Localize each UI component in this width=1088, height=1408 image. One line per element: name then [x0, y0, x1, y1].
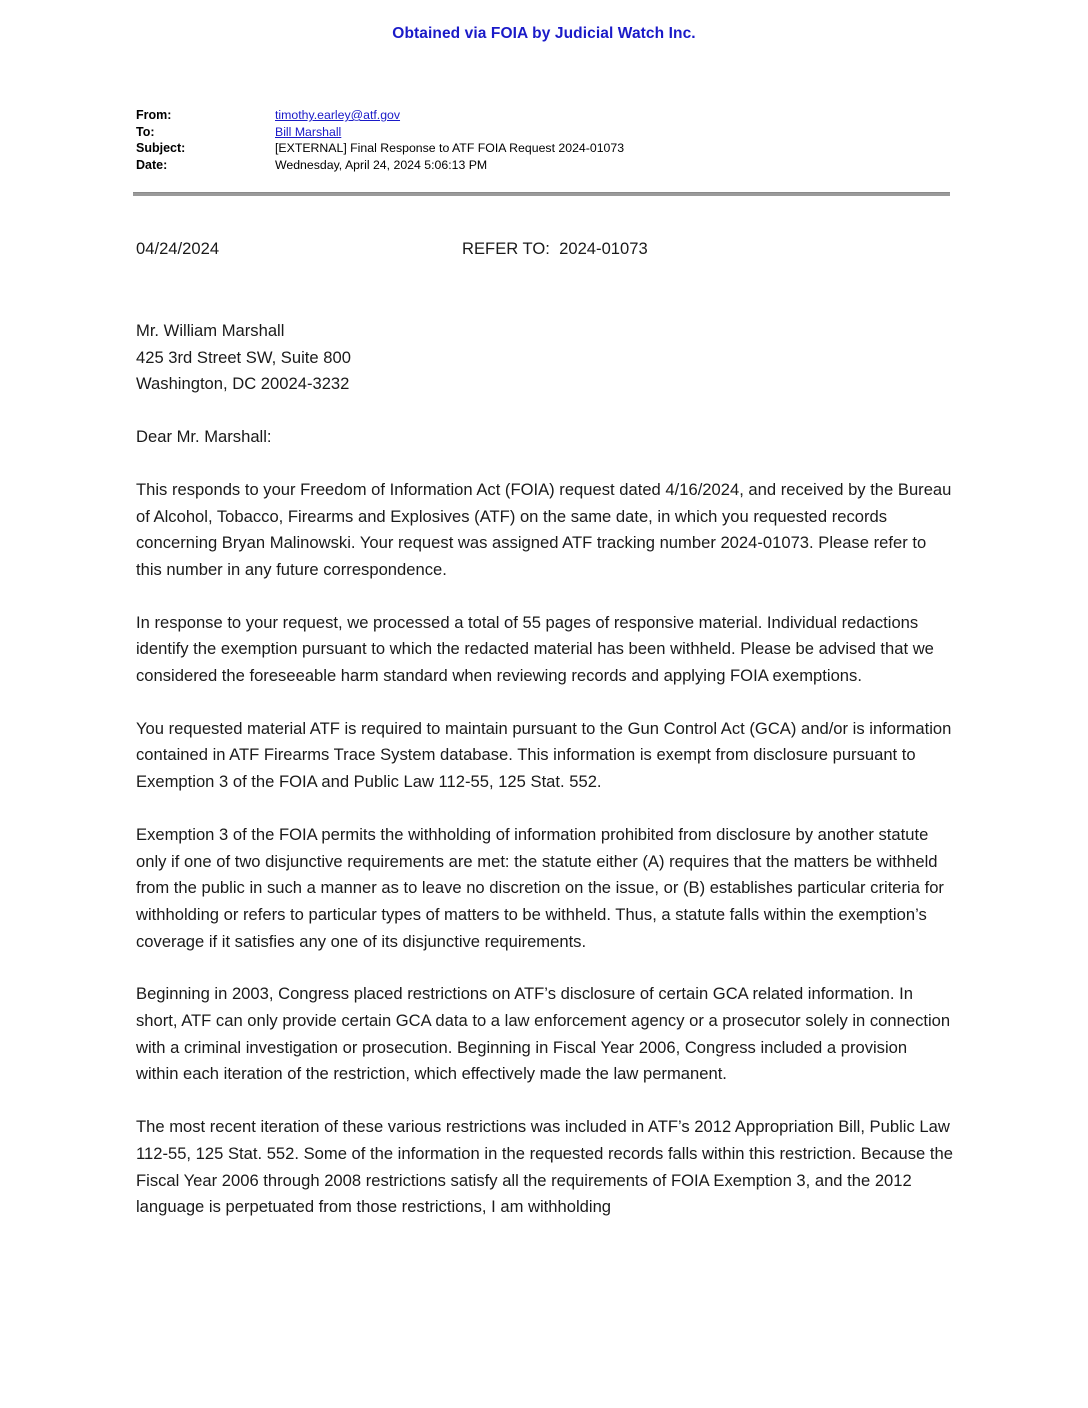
letter-refer-to: REFER TO: 2024-01073 [462, 239, 648, 258]
email-header-row-to [136, 124, 956, 141]
email-header-row-subject [136, 140, 956, 157]
letter-paragraph: In response to your request, we processed a total of 55 pages of responsive material. Individual redactions identify the exemption pursuant to which the redacted material has been withheld. Please be advised that we considered the foreseeable harm standard when reviewing records and applying FOIA exemptions. [136, 612, 934, 686]
letter-date-refer-line [136, 236, 954, 263]
email-field-label-date: Date: [136, 157, 168, 172]
email-subject-text: [EXTERNAL] Final Response to ATF FOIA Request 2024-01073 [275, 141, 625, 155]
header-divider-rule [133, 192, 950, 196]
letter-paragraph: This responds to your Freedom of Information Act (FOIA) request dated 4/16/2024, and received by the Bureau of Alcohol, Tobacco, Firearms and Explosives (ATF) on the same date, in which you requested records concerning Bryan Malinowski. Your request was assigned ATF tracking number 2024-01073. Please refer to this number in any future correspondence. [136, 479, 952, 579]
email-header-block [136, 107, 956, 173]
email-sender-address[interactable]: timothy.earley@atf.gov [275, 108, 401, 122]
letter-paragraph: You requested material ATF is required to maintain pursuant to the Gun Control Act (GCA) and/or is information contained in ATF Firearms Trace System database. This information is exempt from disclosure pursuant to Exemption 3 of the FOIA and Public Law 112-55, 125 Stat. 552. [136, 718, 952, 792]
email-sent-date: Wednesday, April 24, 2024 5:06:13 PM [275, 157, 488, 172]
letter-paragraph: Beginning in 2003, Congress placed restrictions on ATF’s disclosure of certain GCA related information. In short, ATF can only provide certain GCA data to a law enforcement agency or a prosecutor solely in connection with a criminal investigation or prosecution. Beginning in Fiscal Year 2006, Congress included a provision within each iteration of the restriction, which effectively made the law permanent. [136, 984, 951, 1084]
letter-salutation: Dear Mr. Marshall: [136, 427, 272, 447]
recipient-name: Mr. William Marshall [136, 321, 285, 340]
recipient-street: 425 3rd Street SW, Suite 800 [136, 347, 351, 367]
foia-watermark-stamp: Obtained via FOIA by Judicial Watch Inc. [392, 25, 696, 42]
email-header-row-date [136, 157, 956, 174]
letter-date: 04/24/2024 [136, 239, 220, 258]
letter-body [136, 236, 954, 1221]
recipient-address-block [136, 318, 954, 398]
email-header-row-from [136, 107, 956, 124]
email-field-label-from: From: [136, 108, 172, 122]
email-field-label-subject: Subject: [136, 141, 186, 155]
letter-paragraph: Exemption 3 of the FOIA permits the withholding of information prohibited from disclosure by another statute only if one of two disjunctive requirements are met: the statute either (A) requires that the matters be withheld from the public in such a manner as to leave no discretion on the issue, or (B) establishes particular criteria for withholding or refers to particular types of matters to be withheld. Thus, a statute falls within the exemption’s coverage if it satisfies any one of its disjunctive requirements. [136, 824, 944, 951]
recipient-city-state-zip: Washington, DC 20024-3232 [136, 374, 350, 394]
letter-paragraph: The most recent iteration of these various restrictions was included in ATF’s 2012 Appropriation Bill, Public Law 112-55, 125 Stat. 552. Some of the information in the requested records falls within this restriction. Because the Fiscal Year 2006 through 2008 restrictions satisfy all the requirements of FOIA Exemption 3, and the 2012 language is perpetuated from those restrictions, I am withholding [136, 1117, 953, 1217]
email-recipient-name[interactable]: Bill Marshall [275, 124, 342, 139]
email-field-label-to: To: [136, 124, 155, 139]
